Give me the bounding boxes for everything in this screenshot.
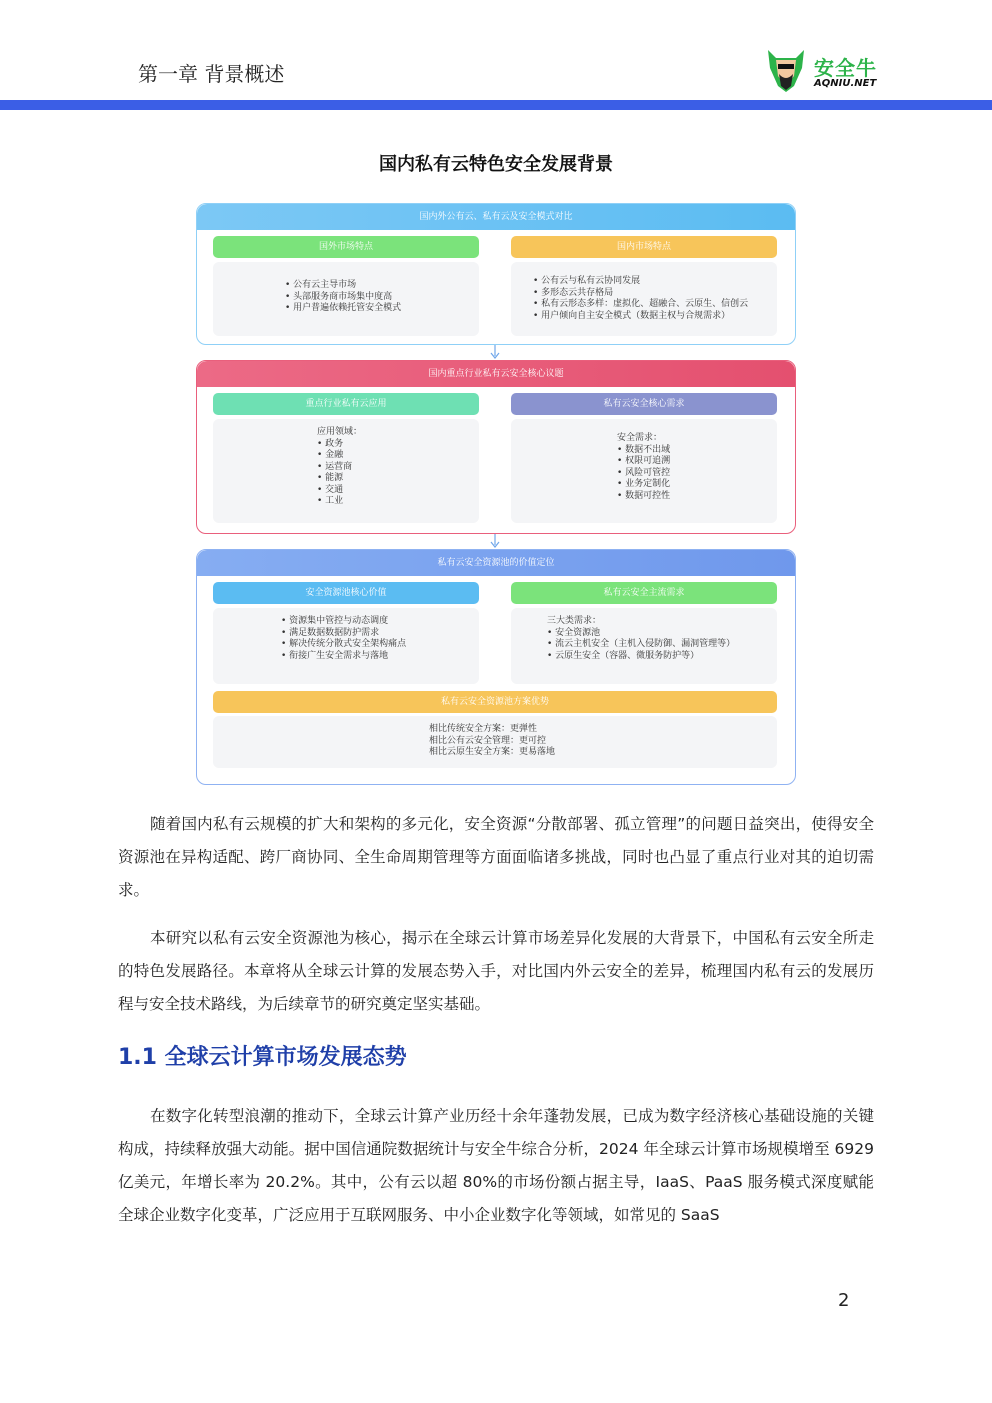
page-number: 2 — [838, 1290, 850, 1311]
core-needs-body: 安全需求： • 数据不出域 • 权限可追溯 • 风险可管控 • 业务定制化 • 数据可控性 — [511, 419, 777, 523]
paragraph-2: 本研究以私有云安全资源池为核心，揭示在全球云计算市场差异化发展的大背景下，中国私有云安全所走的特色发展路径。本章将从全球云计算的发展态势入手，对比国内外云安全的差异，梳理国内私有云的发展历程与安全技术路线，为后续章节的研究奠定坚实基础。 — [118, 929, 874, 1013]
logo-text-en: AQNIU.NET — [814, 78, 877, 89]
pool-value-body: • 资源集中管控与动态调度 • 满足数据数据防护需求 • 解决传统分散式安全架构痛点 • 衔接广生安全需求与落地 — [213, 608, 479, 684]
solution-advantage-body: 相比传统安全方案：更弹性 相比公有云安全管理：更可控 相比云原生安全方案：更易落地 — [213, 716, 777, 768]
header-divider — [0, 100, 992, 110]
panel-comparison-title: 国内外公有云、私有云及安全模式对比 — [197, 204, 795, 230]
mainstream-needs-body: 三大类需求： • 安全资源池 • 流云主机安全（主机入侵防御、漏洞管理等） • 云原生安全（容器、微服务防护等） — [511, 608, 777, 684]
domestic-market-body: • 公有云与私有云协同发展 • 多形态云共存格局 • 私有云形态多样：虚拟化、超融合、云原生、信创云 • 用户倾向自主安全模式（数据主权与合规需求） — [511, 262, 777, 336]
foreign-market-body: • 公有云主导市场 • 头部服务商市场集中度高 • 用户普遍依赖托管安全模式 — [213, 262, 479, 336]
panel-comparison — [196, 203, 796, 345]
panel-industry-title: 国内重点行业私有云安全核心议题 — [197, 361, 795, 387]
solution-advantage-head: 私有云安全资源池方案优势 — [213, 691, 777, 713]
paragraph-3: 在数字化转型浪潮的推动下，全球云计算产业历经十余年蓬勃发展，已成为数字经济核心基础设施的关键构成，持续释放强大动能。据中国信通院数据统计与安全牛综合分析，2024 年全球云计算市场规模增至 6929 亿美元，年增长率为 20.2%。其中，公有云以超 80%的市场份额占据主导，IaaS、PaaS 服务模式深度赋能全球企业数字化变革，广泛应用于互联网服务、中小企业数字化等领域，如常见的 SaaS — [118, 1107, 874, 1224]
bull-logo-icon — [766, 46, 806, 94]
core-needs-head: 私有云安全核心需求 — [511, 393, 777, 415]
domestic-market-head: 国内市场特点 — [511, 236, 777, 258]
section-title: 1.1 全球云计算市场发展态势 — [118, 1045, 407, 1070]
figure-title: 国内私有云特色安全发展背景 — [379, 154, 613, 175]
arrow-down-icon — [490, 345, 500, 359]
panel-industry — [196, 360, 796, 534]
chapter-title: 第一章 背景概述 — [138, 62, 285, 86]
panel-value — [196, 549, 796, 785]
pool-value-head: 安全资源池核心价值 — [213, 582, 479, 604]
brand-logo — [766, 46, 878, 94]
mainstream-needs-head: 私有云安全主流需求 — [511, 582, 777, 604]
panel-value-title: 私有云安全资源池的价值定位 — [197, 550, 795, 576]
industry-apps-body: 应用领域： • 政务 • 金融 • 运营商 • 能源 • 交通 • 工业 — [213, 419, 479, 523]
logo-text-cn: 安全牛 — [814, 56, 877, 80]
foreign-market-head: 国外市场特点 — [213, 236, 479, 258]
industry-apps-head: 重点行业私有云应用 — [213, 393, 479, 415]
paragraph-1: 随着国内私有云规模的扩大和架构的多元化，安全资源“分散部署、孤立管理”的问题日益突出，使得安全资源池在异构适配、跨厂商协同、全生命周期管理等方面面临诸多挑战，同时也凸显了重点行业对其的迫切需求。 — [118, 815, 874, 899]
arrow-down-icon — [490, 534, 500, 548]
